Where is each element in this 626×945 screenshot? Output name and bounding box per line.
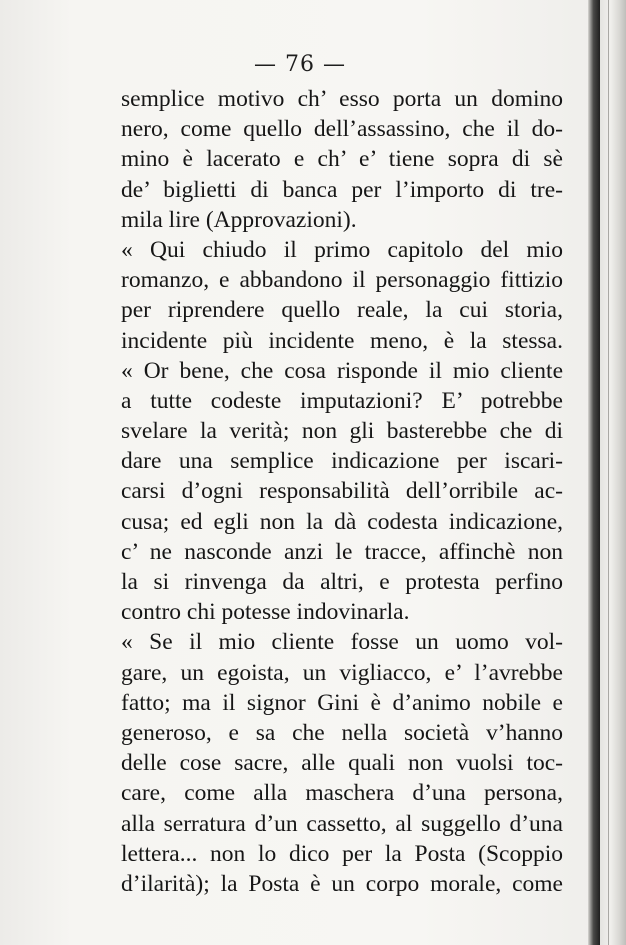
- text-line: d’ilarità); la Posta è un corpo morale, come: [121, 870, 563, 897]
- text-line: la si rinvenga da altri, e protesta perfino: [121, 569, 563, 595]
- text-line: « Or bene, che cosa risponde il mio cliente: [121, 357, 563, 384]
- text-line: fatto; ma il signor Gini è d’animo nobile e: [121, 689, 563, 716]
- text-line: alla serratura d’un cassetto, al suggello d’una: [121, 810, 563, 837]
- text-line: « Se il mio cliente fosse un uomo vol-: [121, 629, 563, 656]
- text-line: delle cose sacre, alle quali non vuolsi toc-: [121, 750, 563, 777]
- text-line: a tutte codeste imputazioni? E’ potrebbe: [121, 387, 563, 414]
- text-line: cusa; ed egli non la dà codesta indicazione,: [121, 508, 563, 535]
- text-line: mino è lacerato e ch’ e’ tiene sopra di sè: [121, 146, 563, 173]
- body-text: [121, 84, 563, 899]
- text-line: nero, come quello dell’assassino, che il do-: [121, 116, 563, 143]
- text-line: gare, un egoista, un vigliacco, e’ l’avrebbe: [121, 659, 563, 686]
- text-line: svelare la verità; non gli basterebbe che di: [121, 418, 563, 445]
- text-line: care, come alla maschera d’una persona,: [121, 780, 563, 807]
- text-line: incidente più incidente meno, è la stessa.: [121, 327, 563, 354]
- text-line: lettera... non lo dico per la Posta (Scoppio: [121, 840, 563, 867]
- text-line: semplice motivo ch’ esso porta un domino: [121, 86, 563, 112]
- text-line: generoso, e sa che nella società v’hanno: [121, 719, 563, 746]
- text-line: dare una semplice indicazione per iscari-: [121, 448, 563, 475]
- page-edge-line: [608, 0, 609, 945]
- text-line: de’ biglietti di banca per l’importo di tre-: [121, 176, 563, 203]
- text-line: « Qui chiudo il primo capitolo del mio: [121, 236, 563, 263]
- page-number: — 76 —: [254, 52, 346, 77]
- text-line: c’ ne nasconde anzi le tracce, affinchè non: [121, 538, 563, 565]
- text-line: per riprendere quello reale, la cui storia,: [121, 297, 563, 324]
- text-line: contro chi potesse indovinarla.: [121, 599, 410, 626]
- book-gutter-shadow: [588, 0, 600, 945]
- text-line: mila lire (Approvazioni).: [121, 206, 357, 233]
- text-line: carsi d’ogni responsabilità dell’orribile ac-: [121, 478, 563, 505]
- facing-page-edge: [600, 0, 626, 945]
- text-line: romanzo, e abbandono il personaggio fittizio: [121, 267, 563, 294]
